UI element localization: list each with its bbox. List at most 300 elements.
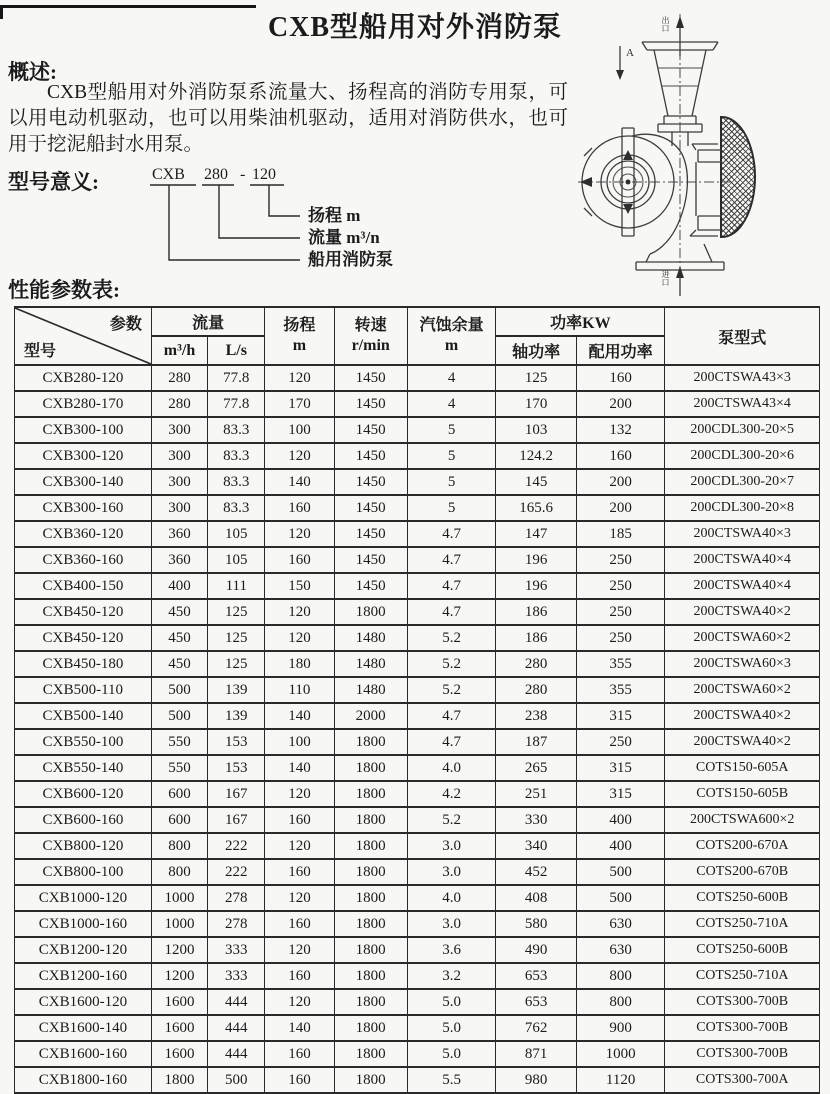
value-cell: 1600: [151, 989, 207, 1015]
value-cell: 83.3: [208, 417, 265, 443]
value-cell: 5.2: [407, 625, 496, 651]
value-cell: 900: [576, 1015, 665, 1041]
pump-line-art: [572, 4, 828, 304]
value-cell: 500: [576, 885, 665, 911]
pump-type-cell: 200CTSWA40×4: [665, 573, 820, 599]
value-cell: 83.3: [208, 495, 265, 521]
model-cell: CXB280-120: [15, 365, 152, 391]
value-cell: 4.7: [407, 703, 496, 729]
table-row: [15, 781, 820, 807]
table-row: [15, 885, 820, 911]
value-cell: 278: [208, 885, 265, 911]
value-cell: 315: [576, 781, 665, 807]
value-cell: 125: [208, 625, 265, 651]
pump-type-cell: 200CTSWA43×4: [665, 391, 820, 417]
value-cell: 120: [265, 599, 334, 625]
value-cell: 222: [208, 833, 265, 859]
value-cell: 408: [496, 885, 577, 911]
pump-type-cell: COTS300-700B: [665, 989, 820, 1015]
model-code-head: 120: [252, 166, 276, 183]
pump-type-cell: COTS300-700B: [665, 1015, 820, 1041]
value-cell: 125: [496, 365, 577, 391]
value-cell: 400: [151, 573, 207, 599]
value-cell: 4.7: [407, 729, 496, 755]
pump-type-cell: 200CDL300-20×5: [665, 417, 820, 443]
npsh-unit: m: [444, 337, 459, 354]
table-row: [15, 469, 820, 495]
value-cell: 250: [576, 599, 665, 625]
value-cell: 139: [208, 677, 265, 703]
value-cell: 100: [265, 417, 334, 443]
value-cell: 1120: [576, 1067, 665, 1093]
corner-label-parameter: 参数: [109, 316, 142, 333]
value-cell: 170: [265, 391, 334, 417]
value-cell: 187: [496, 729, 577, 755]
value-cell: 800: [576, 963, 665, 989]
value-cell: 103: [496, 417, 577, 443]
table-heading: 性能参数表:: [8, 278, 120, 302]
pump-type-cell: 200CTSWA40×2: [665, 703, 820, 729]
value-cell: 600: [151, 781, 207, 807]
model-cell: CXB300-140: [15, 469, 152, 495]
value-cell: 250: [576, 547, 665, 573]
head-label: 扬程: [283, 317, 316, 334]
value-cell: 4: [407, 391, 496, 417]
value-cell: 120: [265, 989, 334, 1015]
pump-type-cell: 200CTSWA40×2: [665, 599, 820, 625]
table-row: [15, 625, 820, 651]
pump-type-cell: 200CTSWA40×2: [665, 729, 820, 755]
value-cell: 180: [265, 651, 334, 677]
head-unit: m: [292, 337, 307, 354]
value-cell: 1000: [576, 1041, 665, 1067]
outlet-port-label: 出口: [661, 16, 670, 32]
value-cell: 315: [576, 703, 665, 729]
pump-technical-drawing: [572, 4, 828, 304]
table-row: [15, 677, 820, 703]
value-cell: 83.3: [208, 443, 265, 469]
value-cell: 1800: [334, 729, 407, 755]
flow-m3h-header: m³/h: [151, 336, 207, 365]
value-cell: 140: [265, 755, 334, 781]
value-cell: 165.6: [496, 495, 577, 521]
value-cell: 150: [265, 573, 334, 599]
npsh-label: 汽蚀余量: [419, 317, 484, 334]
value-cell: 5: [407, 443, 496, 469]
upper-bracket: [698, 150, 722, 162]
model-code-prefix: CXB: [152, 166, 185, 183]
value-cell: 125: [208, 651, 265, 677]
corner-header-cell: [15, 307, 152, 365]
value-cell: 250: [576, 625, 665, 651]
value-cell: 360: [151, 547, 207, 573]
value-cell: 600: [151, 807, 207, 833]
value-cell: 200: [576, 495, 665, 521]
flow-ls-header: L/s: [208, 336, 265, 365]
model-cell: CXB1600-140: [15, 1015, 152, 1041]
value-cell: 1200: [151, 937, 207, 963]
value-cell: 1000: [151, 885, 207, 911]
value-cell: 280: [151, 391, 207, 417]
value-cell: 980: [496, 1067, 577, 1093]
table-row: [15, 1041, 820, 1067]
value-cell: 1450: [334, 391, 407, 417]
header-row-1: [15, 307, 820, 336]
value-cell: 120: [265, 625, 334, 651]
model-cell: CXB360-160: [15, 547, 152, 573]
table-row: [15, 599, 820, 625]
table-row: [15, 443, 820, 469]
value-cell: 1450: [334, 495, 407, 521]
model-cell: CXB550-140: [15, 755, 152, 781]
pump-type-cell: COTS250-710A: [665, 963, 820, 989]
value-cell: 160: [265, 1067, 334, 1093]
value-cell: 5.0: [407, 989, 496, 1015]
value-cell: 3.0: [407, 911, 496, 937]
value-cell: 360: [151, 521, 207, 547]
value-cell: 5.5: [407, 1067, 496, 1093]
table-row: [15, 417, 820, 443]
value-cell: 1800: [334, 911, 407, 937]
value-cell: 300: [151, 469, 207, 495]
value-cell: 3.6: [407, 937, 496, 963]
pump-type-header: 泵型式: [665, 307, 820, 365]
value-cell: 132: [576, 417, 665, 443]
model-cell: CXB1000-160: [15, 911, 152, 937]
value-cell: 196: [496, 573, 577, 599]
value-cell: 5: [407, 469, 496, 495]
value-cell: 871: [496, 1041, 577, 1067]
table-row: [15, 963, 820, 989]
pump-type-cell: 200CDL300-20×6: [665, 443, 820, 469]
table-row: [15, 755, 820, 781]
table-row: [15, 1067, 820, 1093]
value-cell: 186: [496, 625, 577, 651]
value-cell: 444: [208, 1015, 265, 1041]
value-cell: 1800: [334, 755, 407, 781]
pump-type-cell: 200CDL300-20×7: [665, 469, 820, 495]
value-cell: 160: [265, 859, 334, 885]
table-row: [15, 651, 820, 677]
value-cell: 280: [151, 365, 207, 391]
pump-type-cell: 200CTSWA60×2: [665, 677, 820, 703]
speed-label: 转速: [354, 317, 387, 334]
pump-type-cell: COTS150-605A: [665, 755, 820, 781]
value-cell: 300: [151, 417, 207, 443]
pump-type-cell: COTS300-700B: [665, 1041, 820, 1067]
value-cell: 100: [265, 729, 334, 755]
value-cell: 452: [496, 859, 577, 885]
pump-type-cell: 200CTSWA60×3: [665, 651, 820, 677]
value-cell: 160: [576, 443, 665, 469]
value-cell: 4.0: [407, 755, 496, 781]
value-cell: 1800: [334, 885, 407, 911]
value-cell: 200: [576, 391, 665, 417]
model-cell: CXB600-160: [15, 807, 152, 833]
value-cell: 5.2: [407, 677, 496, 703]
value-cell: 2000: [334, 703, 407, 729]
speed-header: [334, 307, 407, 365]
model-cell: CXB360-120: [15, 521, 152, 547]
model-cell: CXB800-100: [15, 859, 152, 885]
value-cell: 5: [407, 495, 496, 521]
outlet-arrow-head: [676, 16, 684, 28]
value-cell: 1800: [334, 807, 407, 833]
model-cell: CXB450-120: [15, 625, 152, 651]
corner-label-model: 型号: [24, 343, 57, 360]
table-row: [15, 989, 820, 1015]
pump-type-cell: 200CTSWA40×3: [665, 521, 820, 547]
value-cell: 3.0: [407, 833, 496, 859]
value-cell: 140: [265, 1015, 334, 1041]
value-cell: 200: [576, 469, 665, 495]
value-cell: 186: [496, 599, 577, 625]
value-cell: 140: [265, 703, 334, 729]
value-cell: 1800: [334, 937, 407, 963]
value-cell: 1800: [334, 963, 407, 989]
table-row: [15, 911, 820, 937]
performance-parameters-table: [14, 306, 820, 1094]
value-cell: 1800: [334, 859, 407, 885]
value-cell: 333: [208, 937, 265, 963]
value-cell: 83.3: [208, 469, 265, 495]
value-cell: 4.7: [407, 599, 496, 625]
value-cell: 5.2: [407, 807, 496, 833]
value-cell: 5.0: [407, 1015, 496, 1041]
model-cell: CXB1800-160: [15, 1067, 152, 1093]
value-cell: 400: [576, 807, 665, 833]
table-row: [15, 521, 820, 547]
model-cell: CXB500-110: [15, 677, 152, 703]
value-cell: 1800: [334, 599, 407, 625]
value-cell: 762: [496, 1015, 577, 1041]
value-cell: 160: [265, 495, 334, 521]
rated-power-header: 配用功率: [576, 336, 665, 365]
overview-paragraph: CXB型船用对外消防泵系流量大、扬程高的消防专用泵，可以用电动机驱动，也可以用柴油机驱动，适用对消防供水，也可用于挖泥船封水用泵。: [8, 82, 568, 155]
model-cell: CXB1600-120: [15, 989, 152, 1015]
value-cell: 300: [151, 495, 207, 521]
model-cell: CXB800-120: [15, 833, 152, 859]
callout-pump-label: 船用消防泵: [308, 250, 393, 269]
power-header: 功率KW: [496, 307, 665, 336]
value-cell: 153: [208, 729, 265, 755]
section-marker-label: A: [626, 47, 634, 59]
value-cell: 4.7: [407, 573, 496, 599]
table-row: [15, 495, 820, 521]
value-cell: 450: [151, 625, 207, 651]
pump-type-cell: 200CTSWA60×2: [665, 625, 820, 651]
value-cell: 160: [265, 911, 334, 937]
value-cell: 170: [496, 391, 577, 417]
callout-line-head: [269, 185, 300, 216]
value-cell: 77.8: [208, 391, 265, 417]
value-cell: 500: [151, 677, 207, 703]
table-row: [15, 391, 820, 417]
model-code-flow: 280: [204, 166, 228, 183]
model-cell: CXB300-100: [15, 417, 152, 443]
model-cell: CXB500-140: [15, 703, 152, 729]
value-cell: 500: [151, 703, 207, 729]
value-cell: 330: [496, 807, 577, 833]
model-cell: CXB1200-160: [15, 963, 152, 989]
value-cell: 1800: [334, 833, 407, 859]
value-cell: 580: [496, 911, 577, 937]
value-cell: 77.8: [208, 365, 265, 391]
section-arrow-head: [616, 70, 624, 80]
table-row: [15, 937, 820, 963]
pump-type-cell: COTS150-605B: [665, 781, 820, 807]
value-cell: 250: [576, 573, 665, 599]
pump-type-cell: COTS250-600B: [665, 885, 820, 911]
value-cell: 120: [265, 443, 334, 469]
callout-flow-label: 流量 m³/n: [308, 228, 380, 247]
pump-type-cell: COTS250-710A: [665, 911, 820, 937]
value-cell: 185: [576, 521, 665, 547]
value-cell: 105: [208, 547, 265, 573]
value-cell: 4.2: [407, 781, 496, 807]
value-cell: 110: [265, 677, 334, 703]
value-cell: 145: [496, 469, 577, 495]
volute-spiral: [632, 134, 687, 254]
lower-bracket: [698, 216, 722, 230]
value-cell: 167: [208, 781, 265, 807]
value-cell: 630: [576, 911, 665, 937]
value-cell: 1800: [334, 1015, 407, 1041]
model-cell: CXB550-100: [15, 729, 152, 755]
table-row: [15, 1015, 820, 1041]
value-cell: 120: [265, 937, 334, 963]
value-cell: 500: [576, 859, 665, 885]
value-cell: 450: [151, 599, 207, 625]
value-cell: 140: [265, 469, 334, 495]
value-cell: 4.7: [407, 547, 496, 573]
value-cell: 120: [265, 833, 334, 859]
value-cell: 160: [265, 1041, 334, 1067]
value-cell: 250: [576, 729, 665, 755]
pump-type-cell: COTS200-670A: [665, 833, 820, 859]
value-cell: 238: [496, 703, 577, 729]
value-cell: 1600: [151, 1015, 207, 1041]
value-cell: 1200: [151, 963, 207, 989]
value-cell: 300: [151, 443, 207, 469]
value-cell: 550: [151, 729, 207, 755]
value-cell: 400: [576, 833, 665, 859]
model-code-diagram: [138, 164, 578, 274]
model-cell: CXB300-120: [15, 443, 152, 469]
value-cell: 251: [496, 781, 577, 807]
value-cell: 111: [208, 573, 265, 599]
value-cell: 800: [151, 859, 207, 885]
value-cell: 355: [576, 677, 665, 703]
value-cell: 4.0: [407, 885, 496, 911]
value-cell: 124.2: [496, 443, 577, 469]
value-cell: 1450: [334, 365, 407, 391]
table-row: [15, 859, 820, 885]
table-body: [15, 365, 820, 1093]
value-cell: 120: [265, 365, 334, 391]
value-cell: 653: [496, 989, 577, 1015]
model-cell: CXB450-180: [15, 651, 152, 677]
pump-type-cell: 200CTSWA600×2: [665, 807, 820, 833]
speed-unit: r/min: [351, 337, 390, 354]
callout-head-label: 扬程 m: [308, 206, 361, 225]
value-cell: 444: [208, 989, 265, 1015]
model-cell: CXB1000-120: [15, 885, 152, 911]
value-cell: 1450: [334, 521, 407, 547]
table-row: [15, 729, 820, 755]
pump-type-cell: 200CTSWA43×3: [665, 365, 820, 391]
npsh-header: [407, 307, 496, 365]
value-cell: 153: [208, 755, 265, 781]
value-cell: 167: [208, 807, 265, 833]
value-cell: 333: [208, 963, 265, 989]
model-meaning-heading: 型号意义:: [8, 170, 99, 194]
value-cell: 160: [265, 547, 334, 573]
shaft-center: [626, 180, 631, 185]
value-cell: 280: [496, 677, 577, 703]
value-cell: 5.0: [407, 1041, 496, 1067]
table-row: [15, 547, 820, 573]
value-cell: 800: [151, 833, 207, 859]
model-cell: CXB600-120: [15, 781, 152, 807]
value-cell: 444: [208, 1041, 265, 1067]
table-row: [15, 703, 820, 729]
model-cell: CXB1200-120: [15, 937, 152, 963]
lower-bracket-lip: [690, 230, 718, 236]
model-cell: CXB1600-160: [15, 1041, 152, 1067]
value-cell: 5: [407, 417, 496, 443]
callout-line-flow: [219, 185, 300, 238]
value-cell: 340: [496, 833, 577, 859]
value-cell: 4.7: [407, 521, 496, 547]
value-cell: 1000: [151, 911, 207, 937]
overview-heading: 概述:: [8, 60, 57, 84]
value-cell: 1800: [334, 989, 407, 1015]
value-cell: 120: [265, 885, 334, 911]
value-cell: 1480: [334, 625, 407, 651]
pump-type-cell: 200CDL300-20×8: [665, 495, 820, 521]
value-cell: 1800: [334, 1067, 407, 1093]
value-cell: 160: [265, 963, 334, 989]
value-cell: 3.2: [407, 963, 496, 989]
head-header: [265, 307, 334, 365]
value-cell: 653: [496, 963, 577, 989]
value-cell: 1450: [334, 443, 407, 469]
value-cell: 1480: [334, 677, 407, 703]
value-cell: 450: [151, 651, 207, 677]
value-cell: 500: [208, 1067, 265, 1093]
flow-header: 流量: [151, 307, 264, 336]
value-cell: 630: [576, 937, 665, 963]
page-title: CXB型船用对外消防泵: [267, 12, 563, 43]
pump-type-cell: COTS250-600B: [665, 937, 820, 963]
value-cell: 120: [265, 781, 334, 807]
table-row: [15, 365, 820, 391]
upper-bracket-lip: [692, 144, 718, 150]
value-cell: 280: [496, 651, 577, 677]
value-cell: 1800: [334, 1041, 407, 1067]
value-cell: 800: [576, 989, 665, 1015]
table-row: [15, 833, 820, 859]
table-row: [15, 807, 820, 833]
model-cell: CXB450-120: [15, 599, 152, 625]
model-cell: CXB400-150: [15, 573, 152, 599]
pump-type-cell: 200CTSWA40×4: [665, 547, 820, 573]
value-cell: 1450: [334, 469, 407, 495]
value-cell: 139: [208, 703, 265, 729]
value-cell: 196: [496, 547, 577, 573]
value-cell: 125: [208, 599, 265, 625]
